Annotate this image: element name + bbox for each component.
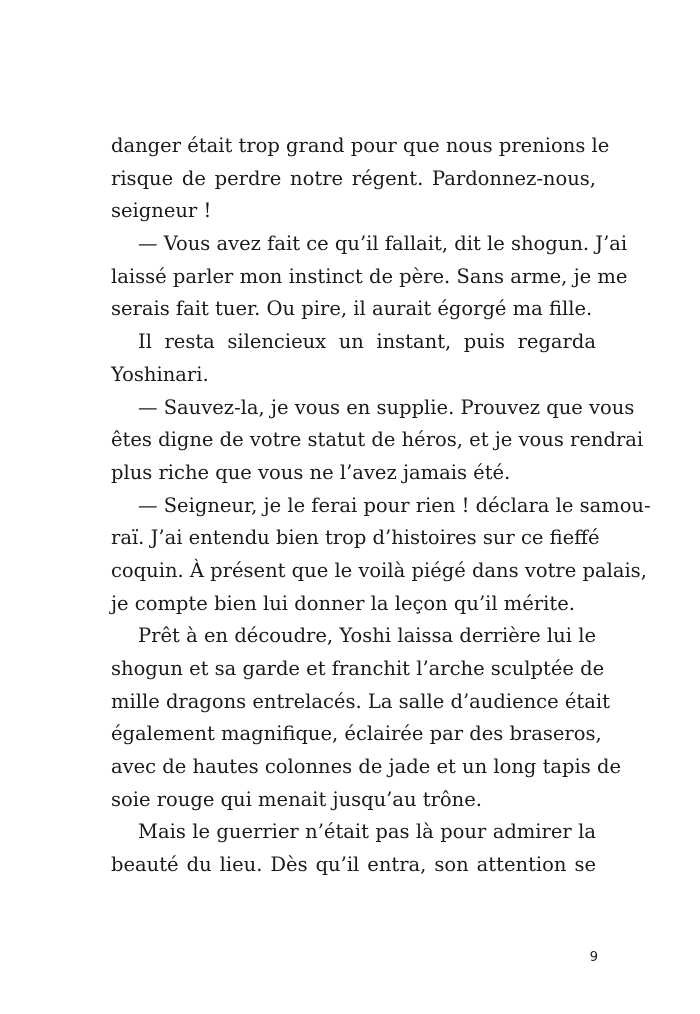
text-line: beauté du lieu. Dès qu’il entra, son attention se (111, 853, 596, 877)
text-line: — Sauvez-la, je vous en supplie. Prouvez que vous (138, 395, 635, 419)
text-line: Il resta silencieux un instant, puis regarda (138, 330, 596, 354)
text-line: shogun et sa garde et franchit l’arche sculptée de (111, 657, 605, 680)
text-line: — Seigneur, je le ferai pour rien ! déclara le samou- (138, 493, 651, 517)
text-line: je compte bien lui donner la leçon qu’il mérite. (111, 591, 575, 615)
text-line: mille dragons entrelacés. La salle d’audience était (111, 689, 610, 713)
text-line: Mais le guerrier n’était pas là pour admirer la (138, 820, 596, 844)
text-line: plus riche que vous ne l’avez jamais été. (111, 460, 511, 484)
text-line: également magnifique, éclairée par des braseros, (111, 722, 602, 746)
text-line: êtes digne de votre statut de héros, et je vous rendrai (111, 428, 644, 452)
text-line: risque de perdre notre régent. Pardonnez-nous, (111, 166, 596, 190)
text-line: Prêt à en découdre, Yoshi laissa derrière lui le (138, 624, 596, 648)
page-number: 9 (589, 950, 598, 965)
text-line: serais fait tuer. Ou pire, il aurait égorgé ma fille. (111, 297, 593, 321)
text-line: Yoshinari. (111, 362, 209, 386)
text-line: seigneur ! (111, 199, 212, 223)
text-line: raï. J’ai entendu bien trop d’histoires sur ce fieffé (111, 526, 600, 550)
text-line: — Vous avez fait ce qu’il fallait, dit le shogun. J’ai (138, 232, 628, 256)
text-line: soie rouge qui menait jusqu’au trône. (111, 787, 482, 811)
text-line: danger était trop grand pour que nous prenions le (111, 134, 610, 157)
text-line: laissé parler mon instinct de père. Sans arme, je me (111, 264, 628, 288)
text-line: coquin. À présent que le voilà piégé dans votre palais, (111, 558, 647, 582)
body-text (111, 130, 651, 882)
text-line: avec de hautes colonnes de jade et un long tapis de (111, 755, 621, 779)
